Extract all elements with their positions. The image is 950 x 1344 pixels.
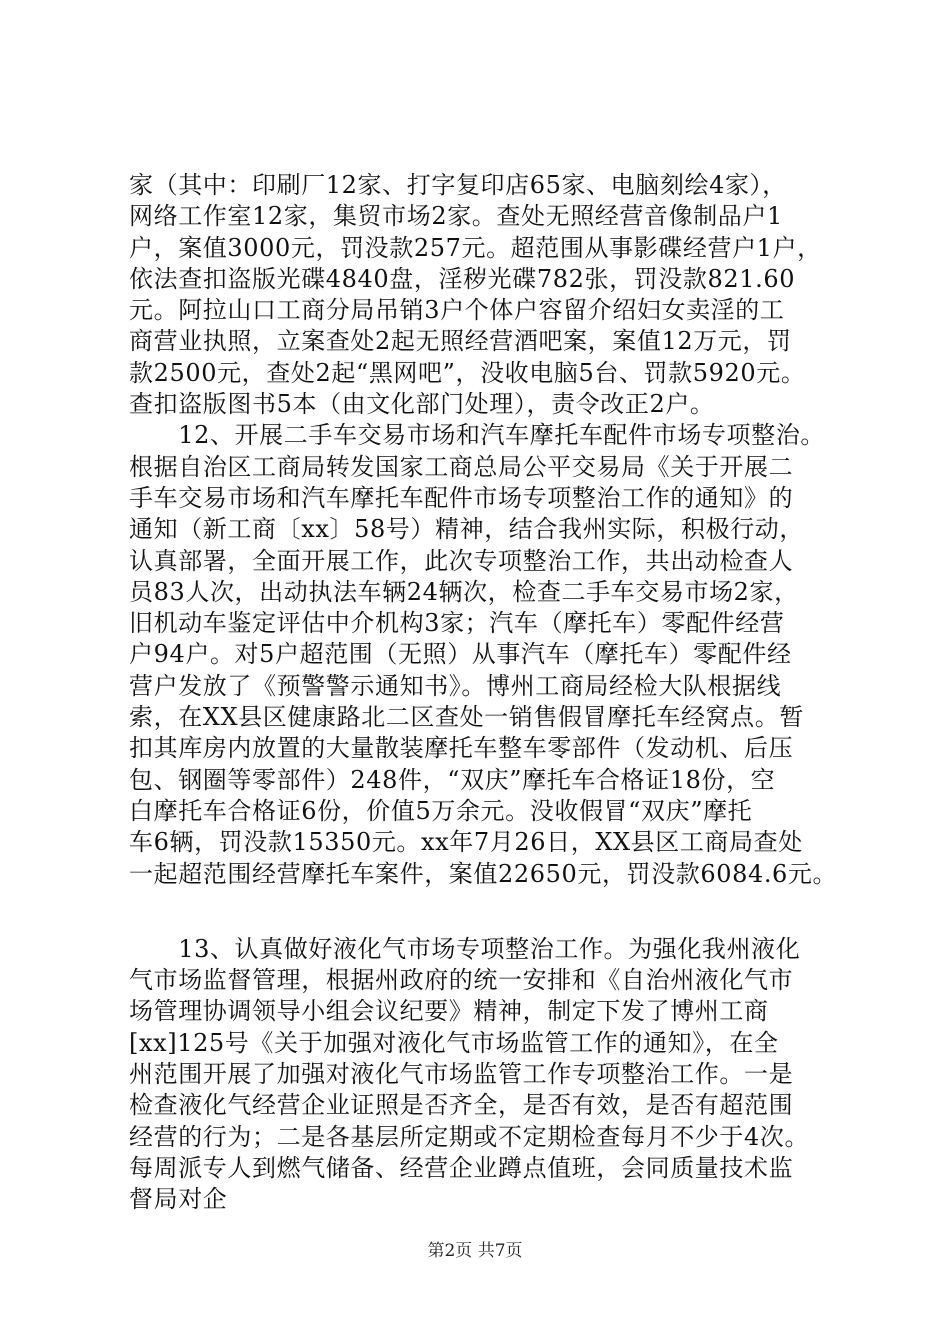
paragraph-2: [129, 420, 838, 889]
text-line: 网络工作室12家，集贸市场2家。查处无照经营音像制品户1: [129, 202, 783, 231]
text-line: 营户发放了《预警警示通知书》。博州工商局经检大队根据线: [129, 671, 782, 700]
paragraph-spacer: [129, 890, 829, 934]
text-line: 认真部署，全面开展工作，此次专项整治工作，共出动检查人: [129, 546, 794, 575]
text-line: 检查液化气经营企业证照是否齐全，是否有效，是否有超范围: [129, 1091, 794, 1120]
text-line: 气市场监督管理，根据州政府的统一安排和《自治州液化气市: [129, 966, 794, 995]
text-line: 户94户。对5户超范围（无照）从事汽车（摩托车）零配件经: [129, 640, 792, 669]
text-line: 家（其中：印刷厂12家、打字复印店65家、电脑刻绘4家），: [129, 171, 787, 199]
text-line: 款2500元，查处2起“黑网吧”，没收电脑5台、罚款5920元。: [129, 358, 806, 387]
text-line: [xx]125号《关于加强对液化气市场监管工作的通知》，在全: [129, 1028, 779, 1057]
text-line: 元。阿拉山口工商分局吊销3户个体户容留介绍妇女卖淫的工: [129, 296, 785, 325]
text-line: 员83人次，出动执法车辆24辆次，检查二手车交易市场2家，: [129, 577, 799, 606]
text-line: 一起超范围经营摩托车案件，案值22650元，罚没款6084.6元。: [129, 859, 838, 888]
text-line: 经营的行为；二是各基层所定期或不定期检查每月不少于4次。: [129, 1122, 810, 1151]
text-line: 督局对企: [129, 1185, 228, 1214]
text-line: 通知（新工商〔xx〕58号）精神，结合我州实际，积极行动，: [129, 515, 805, 544]
text-line: 手车交易市场和汽车摩托车配件市场专项整治工作的通知》的: [129, 483, 794, 512]
text-line: 车6辆，罚没款15350元。xx年7月26日，XX县区工商局查处: [129, 828, 803, 857]
text-line: 州范围开展了加强对液化气市场监管工作专项整治工作。一是: [129, 1060, 794, 1089]
paragraph-3: [129, 934, 829, 1216]
document-body: [129, 170, 838, 1216]
text-line: 扣其库房内放置的大量散装摩托车整车零部件（发动机、后压: [129, 734, 794, 763]
text-line: 户，案值3000元，罚没款257元。超范围从事影碟经营户1户，: [129, 233, 822, 262]
text-line: 查扣盗版图书5本（由文化部门处理），责令改正2户。: [129, 390, 715, 419]
text-line: 场管理协调领导小组会议纪要》精神，制定下发了博州工商: [129, 997, 769, 1026]
paragraph-1: [129, 170, 829, 420]
page-footer: [0, 1240, 950, 1262]
text-line: 索，在XX县区健康路北二区查处一销售假冒摩托车经窝点。暂: [129, 703, 804, 732]
text-line: 根据自治区工商局转发国家工商总局公平交易局《关于开展二: [129, 452, 794, 481]
text-line: 商营业执照，立案查处2起无照经营酒吧案，案值12万元，罚: [129, 327, 792, 356]
text-line: 白摩托车合格证6份，价值5万余元。没收假冒“双庆”摩托: [129, 796, 753, 825]
text-line: 每周派专人到燃气储备、经营企业蹲点值班，会同质量技术监: [129, 1153, 794, 1182]
text-line: 旧机动车鉴定评估中介机构3家；汽车（摩托车）零配件经营: [129, 609, 785, 638]
text-line: 依法查扣盗版光碟4840盘，淫秽光碟782张，罚没款821.60: [129, 264, 796, 293]
text-line: 包、钢圈等零部件）248件，“双庆”摩托车合格证18份，空: [129, 765, 776, 794]
text-line: 13、认真做好液化气市场专项整治工作。为强化我州液化: [129, 934, 801, 963]
page-number-label: 第2页 共7页: [427, 1241, 523, 1261]
text-line: 12、开展二手车交易市场和汽车摩托车配件市场专项整治。: [129, 421, 825, 450]
